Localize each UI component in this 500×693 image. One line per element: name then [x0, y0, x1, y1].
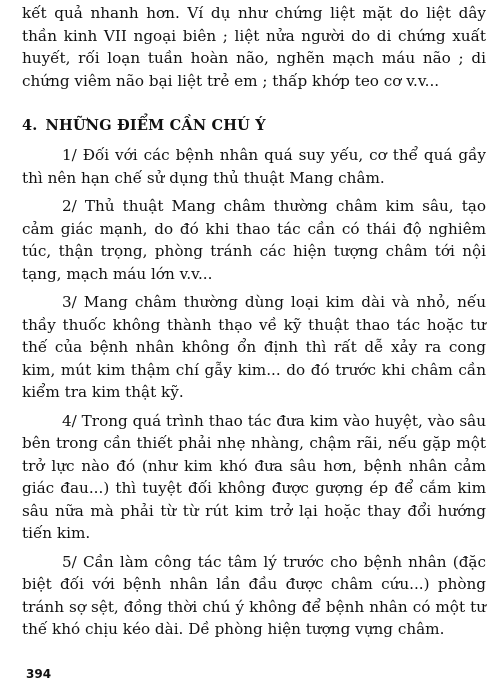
point-1-paragraph: 1/ Đối với các bệnh nhân quá suy yếu, cơ thể quá gầy thì nên hạn chế sử dụng thủ thuật Mang châm. [22, 146, 486, 187]
point-5-paragraph: 5/ Cần làm công tác tâm lý trước cho bệnh nhân (đặc biệt đối với bệnh nhân lần đầu được châm cứu...) phòng tránh sợ sệt, đồng thời chú ý không để bệnh nhân có một tư thế khó chịu kéo dài. Dề phòng hiện tượng vựng châm. [22, 552, 486, 638]
point-4-paragraph: 4/ Trong quá trình thao tác đưa kim vào huyệt, vào sâu bên trong cần thiết phải nhẹ nhàng, chậm rãi, nếu gặp một trở lực nào đó (như kim khó đưa sâu hơn, bệnh nhân cảm giác đau...) thì tuyệt đối không được gượng ép để cắm kim sâu nữa mà phải từ từ rút kim trở lại hoặc thay đổi hướng tiến kim. [22, 411, 486, 542]
section-title: NHỮNG ĐIỂM CẦN CHÚ Ý [45, 117, 266, 134]
page-number: 394 [26, 667, 52, 681]
section-heading [22, 114, 486, 138]
point-2-paragraph: 2/ Thủ thuật Mang châm thường châm kim sâu, tạo cảm giác mạnh, do đó khi thao tác cần có thái độ nghiêm túc, thận trọng, phòng tránh các hiện tượng châm tới nội tạng, mạch máu lớn v.v... [22, 197, 486, 283]
intro-paragraph: kết quả nhanh hơn. Ví dụ như chứng liệt mặt do liệt dây thần kinh VII ngoại biên ; liệt nửa người do di chứng xuất huyết, rối loạn tuần hoàn não, nghẽn mạch máu não ; di chứng viêm não bại liệt trẻ em ; thấp khớp teo cơ v.v... [22, 4, 486, 90]
point-3-paragraph: 3/ Mang châm thường dùng loại kim dài và nhỏ, nếu thầy thuốc không thành thạo về kỹ thuật thao tác hoặc tư thế của bệnh nhân không ổn định thì rất dễ xảy ra cong kim, mút kim thậm chí gẫy kim... do đó trước khi châm cần kiểm tra kim thật kỹ. [22, 293, 486, 401]
section-number: 4. [22, 117, 38, 134]
